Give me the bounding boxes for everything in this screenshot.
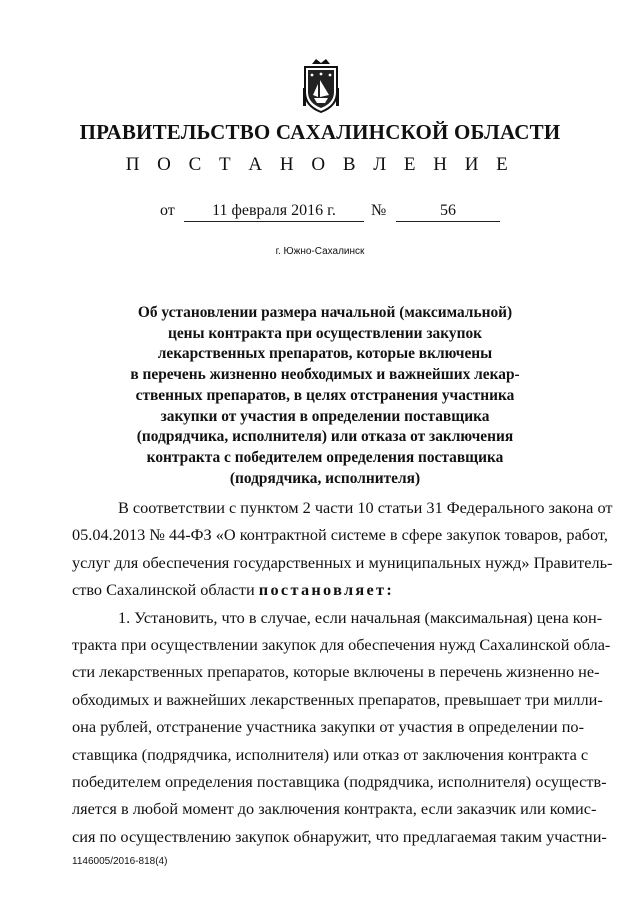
title-line: лекарственных препаратов, которые включены [157,345,493,363]
clause-line: она рублей, отстранение участника закупки от участия в определении по- [72,717,584,737]
sakhalin-coat-of-arms-icon [302,58,340,114]
title-line: в перечень жизненно необходимых и важнейших лекар- [130,366,520,384]
preamble-line: В соответствии с пунктом 2 части 10 статьи 31 Федерального закона от [118,498,613,517]
clause-line: сти лекарственных препаратов, которые включены в перечень жизненно не- [72,662,600,682]
title-line: цены контракта при осуществлении закупок [167,324,483,342]
clause-line: обходимых и важнейших лекарственных препаратов, превышает три милли- [72,689,603,709]
clause-line: 1. Установить, что в случае, если начальная (максимальная) цена кон- [118,607,603,627]
clause-line: тракта при осуществлении закупок для обеспечения нужд Сахалинской обла- [72,634,611,654]
preamble-line-final [72,576,584,603]
date-number-line [0,202,640,224]
preamble-line: 05.04.2013 № 44-ФЗ «О контрактной системе в сфере закупок товаров, работ, [72,525,608,545]
document-code: 1146005/2016-818(4) [72,856,168,867]
organization-name: ПРАВИТЕЛЬСТВО САХАЛИНСКОЙ ОБЛАСТИ [79,120,561,144]
title-line: ственных препаратов, в целях отстранения участника [135,386,515,404]
clause-line: победителем определения поставщика (подрядчика, исполнителя) осуществ- [72,771,607,791]
preamble-line: услуг для обеспечения государственных и муниципальных нужд» Правитель- [72,552,613,572]
clause-line: ляется в любой момент до заключения контракта, если заказчик или комис- [72,799,597,819]
preamble-text: ство Сахалинской области [72,580,259,600]
number-label: № [371,202,387,219]
title-line: закупки от участия в определении поставщика [160,407,490,425]
title-line: (подрядчика, исполнителя) [229,469,421,487]
title-line: (подрядчика, исполнителя) или отказа от заключения [136,428,514,446]
document-type: П О С Т А Н О В Л Е Н И Е [125,154,515,175]
city-line: г. Южно-Сахалинск [275,246,365,257]
document-body [72,494,613,850]
resolves-word: постановляет: [258,580,395,600]
title-line: Об установлении размера начальной (максимальной) [137,304,513,321]
document-number: 56 [396,202,500,222]
date-label: от [160,202,175,219]
title-line: контракта с победителем определения поставщика [146,448,504,466]
clause-line: ставщика (подрядчика, исполнителя) или отказ от заключения контракта с [72,744,589,764]
clause-line: сия по осуществлению закупок обнаружит, что предлагаемая таким участни- [72,826,607,846]
document-date: 11 февраля 2016 г. [184,202,364,222]
document-title [100,303,550,489]
